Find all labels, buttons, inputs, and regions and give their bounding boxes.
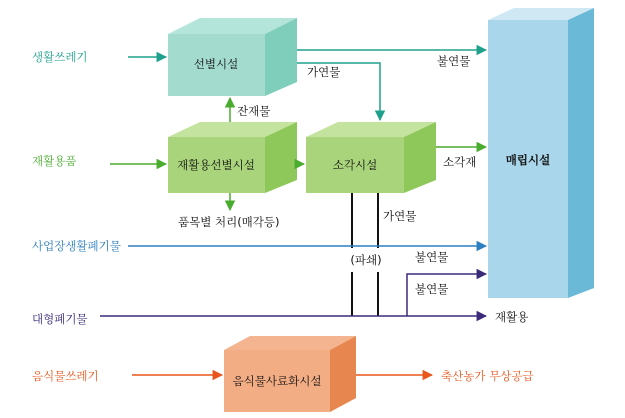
incineration-label: 소각시설: [332, 158, 378, 172]
flow-label-incineration-ash: 소각재: [443, 155, 477, 169]
landfill-label: 매립시설: [505, 153, 551, 167]
flow-label-residue: 잔재물: [237, 104, 271, 118]
flow-label-free-supply: 축산농가 무상공급: [441, 369, 534, 383]
flow-label-non-combustible-top: 불연물: [437, 54, 471, 68]
flow-label-non-combustible-low: 불연물: [415, 282, 449, 296]
source-recyclables: 재활용품: [32, 154, 77, 168]
source-business-waste: 사업장생활폐기물: [32, 239, 121, 253]
source-food-waste: 음식물쓰레기: [32, 369, 99, 383]
flow-label-combustible-mid: 가연물: [383, 209, 417, 223]
source-bulky-waste: 대형폐기물: [32, 312, 88, 326]
sorting-label: 선별시설: [193, 57, 239, 71]
flow-label-non-combustible-mid: 불연물: [415, 250, 449, 264]
recycling-sorting-label: 재활용선별시설: [177, 158, 255, 172]
flow-label-combustible-top: 가연물: [307, 65, 341, 79]
flow-label-item-processing: 품목별 처리(매각등): [178, 215, 280, 229]
food-to-feed-label: 음식물사료화시설: [232, 374, 322, 388]
source-household-waste: 생활쓰레기: [32, 50, 88, 64]
flow-label-crushing: (파쇄): [350, 253, 382, 267]
flow-label-recycling: 재활용: [495, 310, 529, 324]
